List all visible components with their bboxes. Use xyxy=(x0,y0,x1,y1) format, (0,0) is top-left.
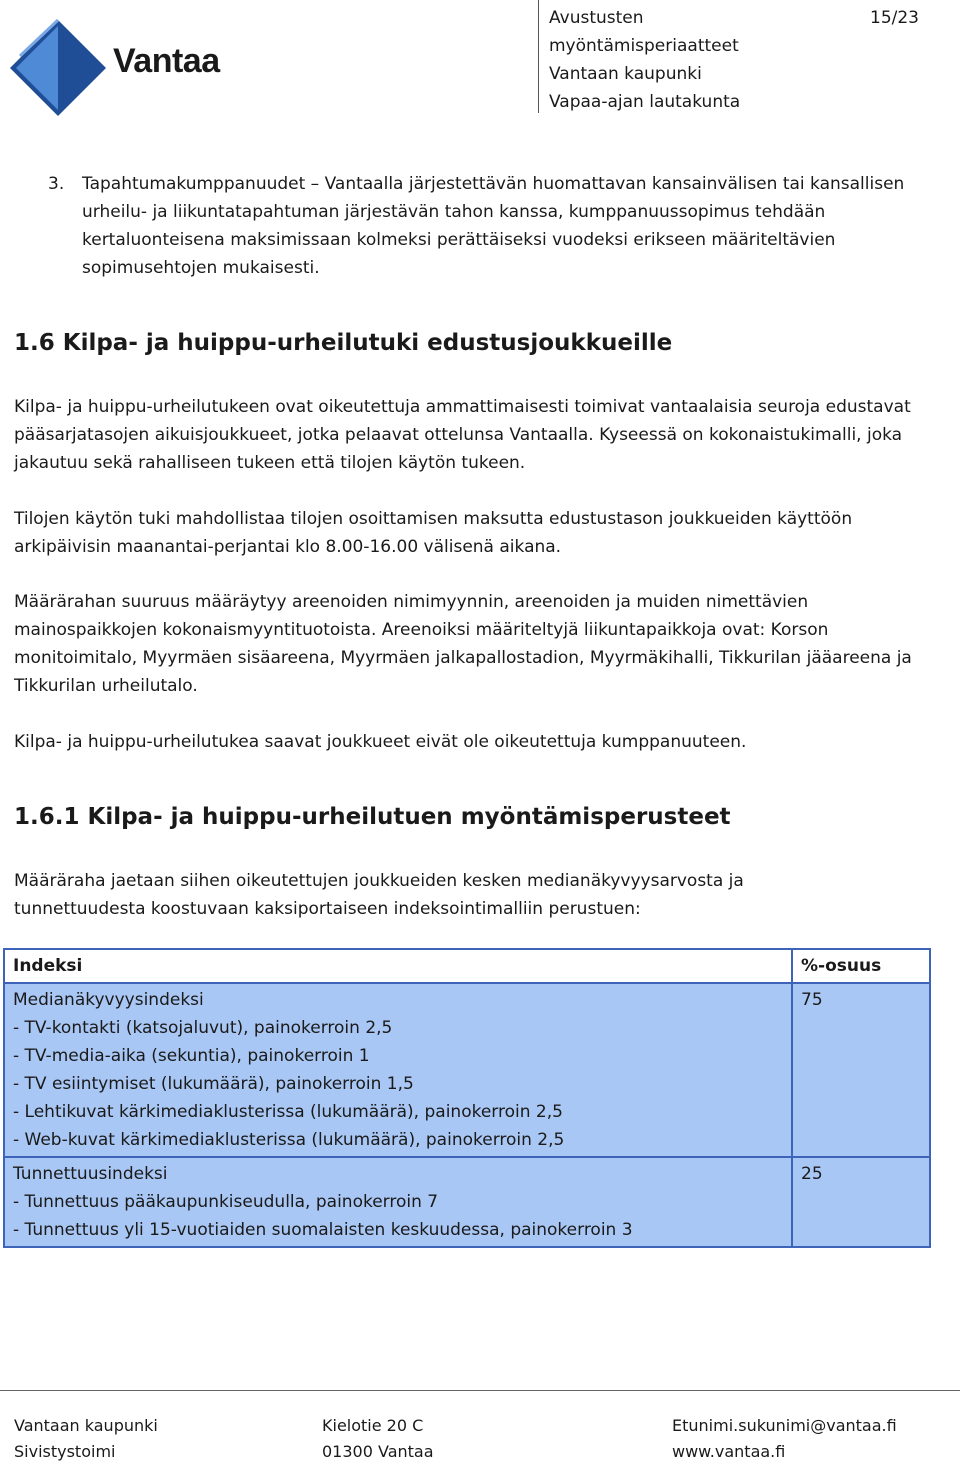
index-item: - Tunnettuus yli 15-vuotiaiden suomalaisten keskuudessa, painokerroin 3 xyxy=(13,1220,633,1240)
table-header-row xyxy=(4,949,930,983)
footer-line: Vantaan kaupunki xyxy=(14,1416,158,1435)
footer-line: 01300 Vantaa xyxy=(322,1442,434,1461)
meta-line: Vantaan kaupunki xyxy=(549,64,702,84)
index-item: - TV-kontakti (katsojaluvut), painokerroin 2,5 xyxy=(13,1018,393,1038)
index-cell xyxy=(4,983,792,1157)
paragraph: Kilpa- ja huippu-urheilutukeen ovat oikeutettuja ammattimaisesti toimivat vantaalaisia seuroja edustavat pääsarjatasojen aikuisjoukkueet, jotka pelaavat ottelunsa Vantaalla. Kyseessä on kokonaistukimalli, joka jakautuu sekä rahalliseen tukeen että tilojen käytön tukeen. xyxy=(14,397,911,473)
table-row xyxy=(4,983,930,1157)
logo-wordmark: Vantaa xyxy=(113,42,220,80)
list-number: 3. xyxy=(48,174,65,194)
index-cell xyxy=(4,1157,792,1247)
footer-email[interactable]: Etunimi.sukunimi@vantaa.fi xyxy=(672,1416,897,1435)
footer-line: Kielotie 20 C xyxy=(322,1416,424,1435)
share-cell: 75 xyxy=(792,983,930,1157)
meta-line: myöntämisperiaatteet xyxy=(549,36,739,56)
meta-line: Avustusten xyxy=(549,8,644,28)
index-title: Tunnettuusindeksi xyxy=(13,1164,168,1184)
footer-organization xyxy=(14,1413,158,1465)
paragraph: Määrärahan suuruus määräytyy areenoiden nimimyynnin, areenoiden ja muiden nimettävien mainospaikkojen kokonaismyyntituotoista. Areenoiksi määriteltyjä liikuntapaikkoja ovat: Korson monitoimitalo, Myyrmäen sisäareena, Myyrmäen jalkapallostadion, Myyrmäkihalli, Tikkurilan jääareena ja Tikkurilan urheilutalo. xyxy=(14,592,912,696)
subsection-heading: 1.6.1 Kilpa- ja huippu-urheilutuen myöntämisperusteet xyxy=(14,804,731,830)
section-heading: 1.6 Kilpa- ja huippu-urheilutuki edustusjoukkueille xyxy=(14,330,673,356)
footer-contact xyxy=(672,1413,897,1465)
column-header: %-osuus xyxy=(792,949,930,983)
list-item-text: Tapahtumakumppanuudet – Vantaalla järjestettävän huomattavan kansainvälisen tai kansallisen urheilu- ja liikuntatapahtuman järjestävän tahon kanssa, kumppanuussopimus tehdään kertaluonteisena maksimissaan kolmeksi perättäiseksi vuodeksi erikseen määriteltävien sopimusehtojen mukaisesti. xyxy=(82,174,905,278)
footer-website[interactable]: www.vantaa.fi xyxy=(672,1442,786,1461)
footer-divider xyxy=(0,1390,960,1391)
footer-line: Sivistystoimi xyxy=(14,1442,116,1461)
column-header: Indeksi xyxy=(4,949,792,983)
index-title: Medianäkyvyysindeksi xyxy=(13,990,204,1010)
document-meta xyxy=(549,4,740,116)
index-item: - Lehtikuvat kärkimediaklusterissa (lukumäärä), painokerroin 2,5 xyxy=(13,1102,563,1122)
share-cell: 25 xyxy=(792,1157,930,1247)
header-divider xyxy=(538,0,539,113)
paragraph: Tilojen käytön tuki mahdollistaa tilojen osoittamisen maksutta edustustason joukkueiden käyttöön arkipäivisin maanantai-perjantai klo 8.00-16.00 välisenä aikana. xyxy=(14,509,853,557)
meta-line: Vapaa-ajan lautakunta xyxy=(549,92,741,112)
paragraph: Määräraha jaetaan siihen oikeutettujen joukkueiden kesken medianäkyvyysarvosta ja tunnettuudesta koostuvaan kaksiportaiseen indeksointimalliin perustuen: xyxy=(14,871,744,919)
index-item: - Tunnettuus pääkaupunkiseudulla, painokerroin 7 xyxy=(13,1192,439,1212)
index-table xyxy=(3,948,931,1248)
table-row xyxy=(4,1157,930,1247)
index-item: - TV esiintymiset (lukumäärä), painokerroin 1,5 xyxy=(13,1074,414,1094)
paragraph: Kilpa- ja huippu-urheilutukea saavat joukkueet eivät ole oikeutettuja kumppanuuteen. xyxy=(14,732,747,752)
index-item: - Web-kuvat kärkimediaklusterissa (lukumäärä), painokerroin 2,5 xyxy=(13,1130,565,1150)
page-number: 15/23 xyxy=(870,8,919,28)
index-item: - TV-media-aika (sekuntia), painokerroin 1 xyxy=(13,1046,370,1066)
footer-address xyxy=(322,1413,434,1465)
